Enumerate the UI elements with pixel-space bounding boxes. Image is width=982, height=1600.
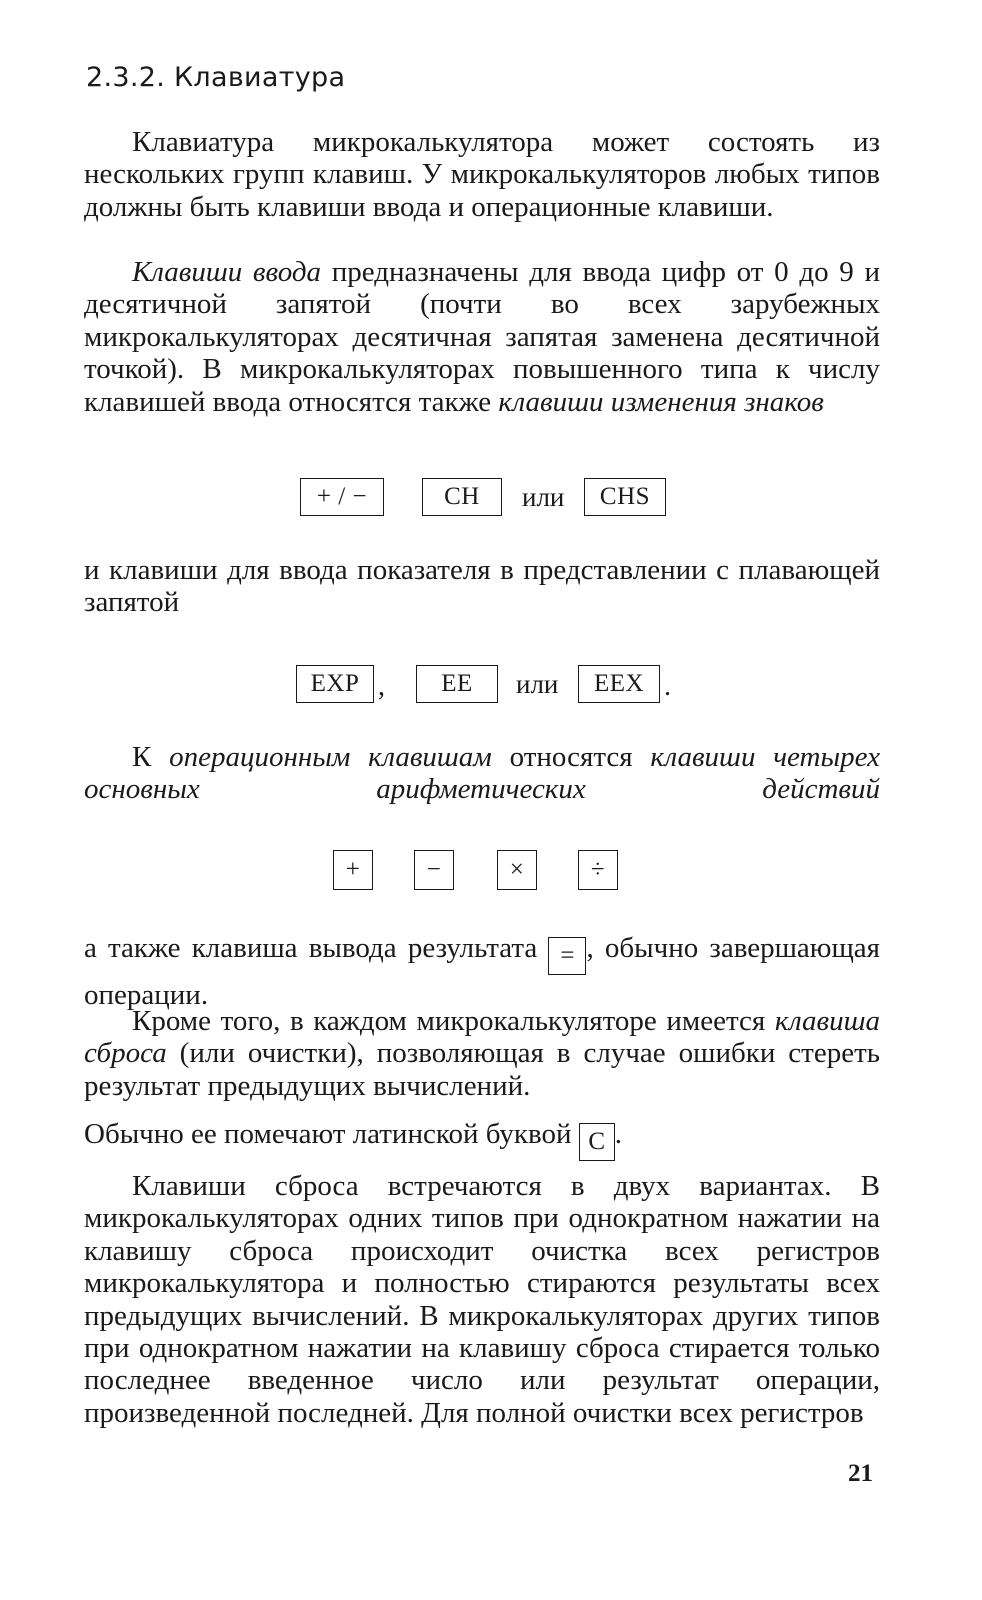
paragraph-keyboard-intro: Клавиатура микрокалькулятора может состоять из нескольких групп клавиш. У микрокалькуляторов любых типов должны быть клавиши ввода и операционные клавиши. <box>84 126 880 223</box>
times-key: × <box>497 850 537 890</box>
term-sign-change-keys: клавиши изменения знаков <box>498 385 824 418</box>
paragraph-clear-letter: Обычно ее помечают латинской буквой C . <box>84 1118 880 1161</box>
paragraph-input-keys: Клавиши ввода предназначены для ввода цифр от 0 до 9 и десятичной запятой (почти во всех зарубежных микрокалькуляторах десятичная запятая заменена десятичной точкой). В микрокалькуляторах повышенного типа к числу клавишей ввода относятся также клавиши изменения знаков <box>84 256 880 418</box>
chs-key: CHS <box>584 478 666 516</box>
ee-key: EE <box>416 665 498 703</box>
sign-keys-row <box>0 478 982 522</box>
equals-key: = <box>548 937 586 975</box>
term-input-keys: Клавиши ввода <box>132 256 322 288</box>
or-word: или <box>522 482 565 512</box>
ch-key: CH <box>422 478 502 516</box>
plus-minus-key: + / − <box>300 478 384 516</box>
eex-key: EEX <box>578 665 660 703</box>
or-word: или <box>516 669 559 699</box>
paragraph-exponent-keys: и клавиши для ввода показателя в представлении с плавающей запятой <box>84 554 880 619</box>
exponent-keys-row: EXP , EE или EEX . <box>0 665 982 709</box>
page-number: 21 <box>848 1460 873 1487</box>
plus-key: + <box>333 850 373 890</box>
paragraph-equals-key: а также клавиша вывода результата = , обычно завершающая операции. <box>84 932 880 1011</box>
section-title: 2.3.2. Клавиатура <box>86 62 346 93</box>
term-clear-key: клавиша сброса <box>84 1005 880 1070</box>
exp-key: EXP <box>296 665 374 703</box>
divide-key: ÷ <box>578 850 618 890</box>
arithmetic-keys-row <box>0 850 982 894</box>
term-operation-keys: операционным клавишам <box>169 741 492 773</box>
paragraph-operation-keys: К операционным клавишам относятся клавиши четырех основных арифметических действий <box>84 741 880 806</box>
minus-key: − <box>414 850 454 890</box>
term-arithmetic-keys: клавиши четырех основных арифметических действий <box>84 741 880 806</box>
paragraph-clear-variants: Клавиши сброса встречаются в двух вариантах. В микрокалькуляторах одних типов при однократном нажатии на клавишу сброса происходит очистка всех регистров микрокалькулятора и полностью стираются результаты всех предыдущих вычислений. В микрокалькуляторах других типов при однократном нажатии на клавишу сброса стирается только последнее введенное число или результат операции, произведенной последней. Для полной очистки всех регистров <box>84 1170 880 1429</box>
clear-key: C <box>579 1123 615 1161</box>
paragraph-clear-key: Кроме того, в каждом микрокалькуляторе имеется клавиша сброса (или очистки), позволяющая в случае ошибки стереть результат предыдущих вычислений. <box>84 1005 880 1102</box>
